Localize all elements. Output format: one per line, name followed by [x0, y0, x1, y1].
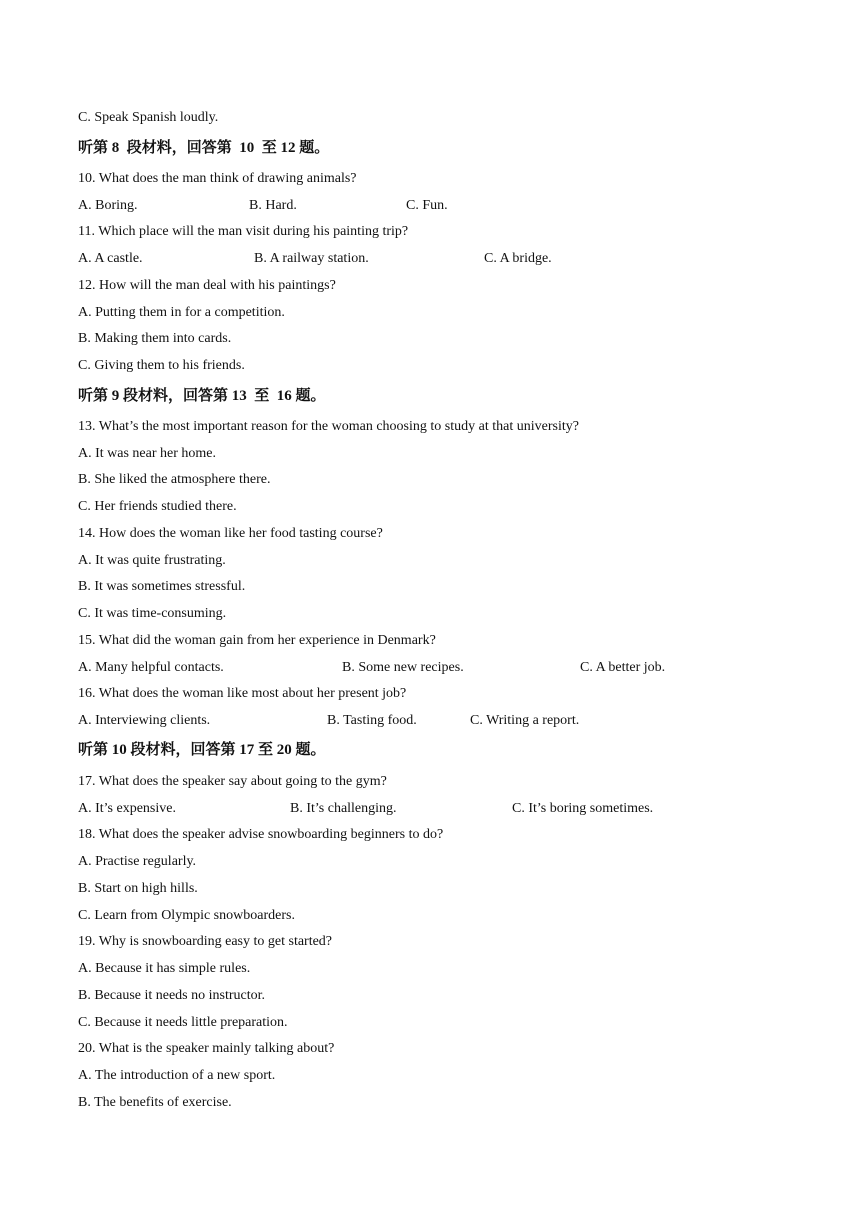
option-17b: B. It’s challenging. [290, 801, 397, 816]
option-12c: C. Giving them to his friends. [78, 358, 245, 373]
question-13: 13. What’s the most important reason for the woman choosing to study at that university? [78, 419, 579, 434]
option-13c: C. Her friends studied there. [78, 499, 237, 514]
option-19a: A. Because it has simple rules. [78, 961, 251, 976]
option-10b: B. Hard. [249, 198, 297, 213]
option-16c: C. Writing a report. [470, 713, 580, 728]
option-10a: A. Boring. [78, 198, 138, 213]
section-heading: 听第 9 段材料，回答第 13 至 16 题。 [78, 388, 326, 404]
option-18c: C. Learn from Olympic snowboarders. [78, 908, 295, 923]
option-17a: A. It’s expensive. [78, 801, 176, 816]
option-19b: B. Because it needs no instructor. [78, 988, 266, 1003]
question-20: 20. What is the speaker mainly talking about? [78, 1041, 335, 1056]
option-20a: A. The introduction of a new sport. [78, 1068, 276, 1083]
section-heading: 听第 8 段材料，回答第 10 至 12 题。 [78, 140, 330, 156]
section-heading: 听第 10 段材料，回答第 17 至 20 题。 [78, 742, 326, 758]
option-16a: A. Interviewing clients. [78, 713, 211, 728]
option-20b: B. The benefits of exercise. [78, 1095, 232, 1110]
option-15a: A. Many helpful contacts. [78, 660, 224, 675]
question-10: 10. What does the man think of drawing animals? [78, 171, 357, 186]
option-14c: C. It was time-consuming. [78, 606, 227, 621]
option-17c: C. It’s boring sometimes. [512, 801, 654, 816]
option-12b: B. Making them into cards. [78, 331, 232, 346]
question-11: 11. Which place will the man visit during his painting trip? [78, 224, 409, 239]
option-10c: C. Fun. [406, 198, 448, 213]
option-13a: A. It was near her home. [78, 446, 217, 461]
option-18b: B. Start on high hills. [78, 881, 198, 896]
option-13b: B. She liked the atmosphere there. [78, 472, 271, 487]
option-14a: A. It was quite frustrating. [78, 553, 226, 568]
question-16: 16. What does the woman like most about her present job? [78, 686, 407, 701]
option-11a: A. A castle. [78, 251, 143, 266]
option-11c: C. A bridge. [484, 251, 552, 266]
option-12a: A. Putting them in for a competition. [78, 305, 285, 320]
question-15: 15. What did the woman gain from her experience in Denmark? [78, 633, 436, 648]
option-11b: B. A railway station. [254, 251, 369, 266]
question-18: 18. What does the speaker advise snowboarding beginners to do? [78, 827, 444, 842]
option-14b: B. It was sometimes stressful. [78, 579, 246, 594]
question-12: 12. How will the man deal with his paintings? [78, 278, 336, 293]
option-15c: C. A better job. [580, 660, 666, 675]
option-15b: B. Some new recipes. [342, 660, 464, 675]
option-16b: B. Tasting food. [327, 713, 417, 728]
option-18a: A. Practise regularly. [78, 854, 197, 869]
option-line: C. Speak Spanish loudly. [78, 110, 219, 125]
question-14: 14. How does the woman like her food tasting course? [78, 526, 383, 541]
question-17: 17. What does the speaker say about going to the gym? [78, 774, 387, 789]
option-19c: C. Because it needs little preparation. [78, 1015, 288, 1030]
question-19: 19. Why is snowboarding easy to get started? [78, 934, 333, 949]
